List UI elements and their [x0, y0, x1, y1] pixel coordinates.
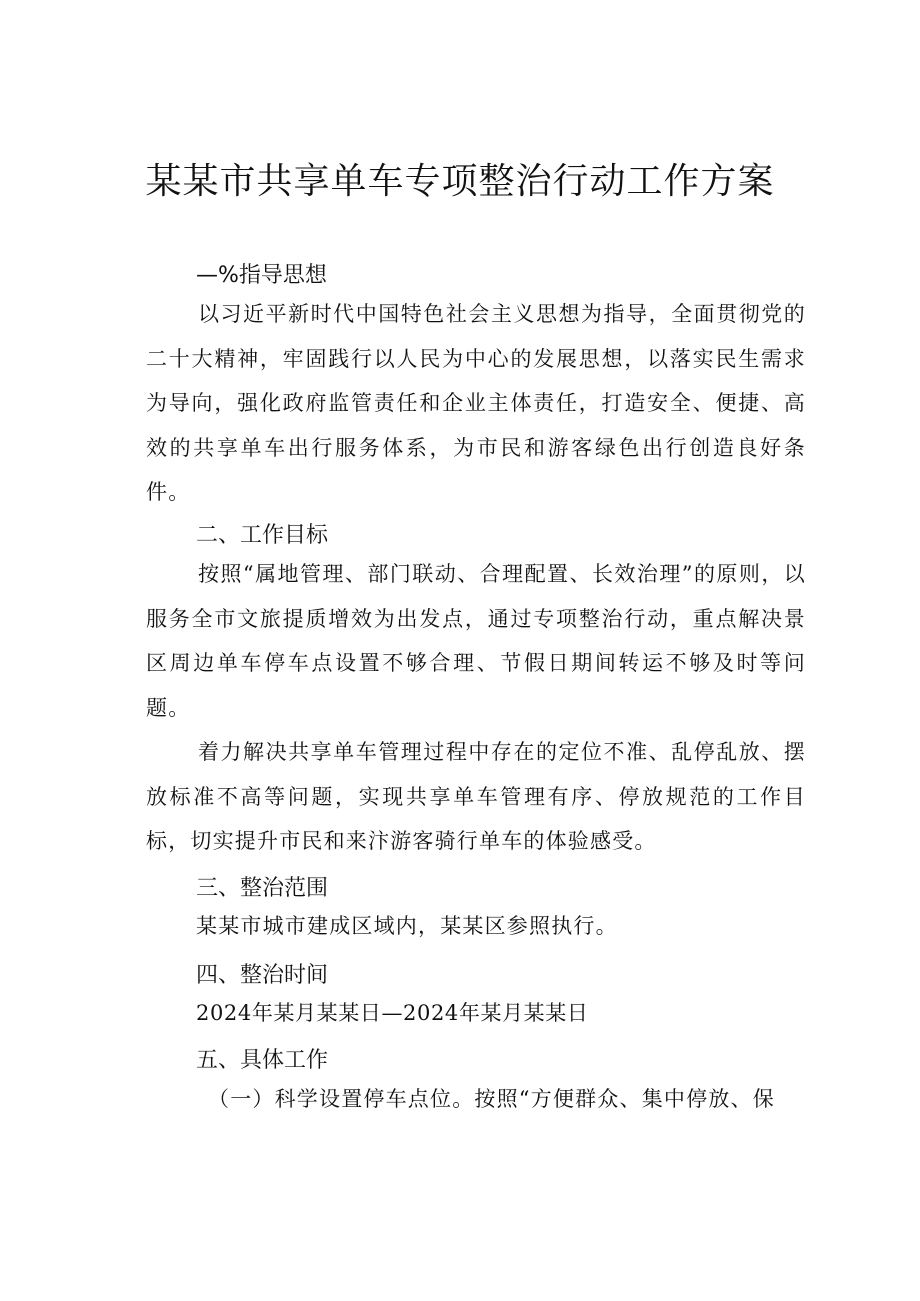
section-heading-work-goals: 二、工作目标 [196, 523, 329, 548]
paragraph-time-range: 2024年某月某某日—2024年某月某某日 [196, 1001, 589, 1025]
document-title: 某某市共享单车专项整治行动工作方案 [145, 161, 775, 202]
paragraph-scope: 某某市城市建成区域内，某某区参照执行。 [196, 914, 618, 938]
paragraph-work-goals-principle: 按照“属地管理、部门联动、合理配置、长效治理”的原则，以服务全市文旅提质增效为出发点，通过专项整治行动，重点解决景区周边单车停车点设置不够合理、节假日期间转运不够及时等问题。 [146, 562, 806, 720]
paragraph-work-goals-target: 着力解决共享单车管理过程中存在的定位不准、乱停乱放、摆放标准不高等问题，实现共享单车管理有序、停放规范的工作目标，切实提升市民和来汴游客骑行单车的体验感受。 [146, 740, 806, 853]
paragraph-guiding-ideology: 以习近平新时代中国特色社会主义思想为指导，全面贯彻党的二十大精神，牢固践行以人民为中心的发展思想，以落实民生需求为导向，强化政府监管责任和企业主体责任，打造安全、便捷、高效的共享单车出行服务体系，为市民和游客绿色出行创造良好条件。 [146, 302, 806, 504]
section-heading-guiding-ideology: —%指导思想 [196, 263, 327, 288]
section-heading-specific-work: 五、具体工作 [196, 1048, 329, 1073]
section-heading-time: 四、整治时间 [196, 963, 329, 988]
paragraph-specific-work-item-1: （一）科学设置停车点位。按照“方便群众、集中停放、保 [208, 1087, 775, 1111]
section-heading-scope: 三、整治范围 [196, 876, 329, 901]
